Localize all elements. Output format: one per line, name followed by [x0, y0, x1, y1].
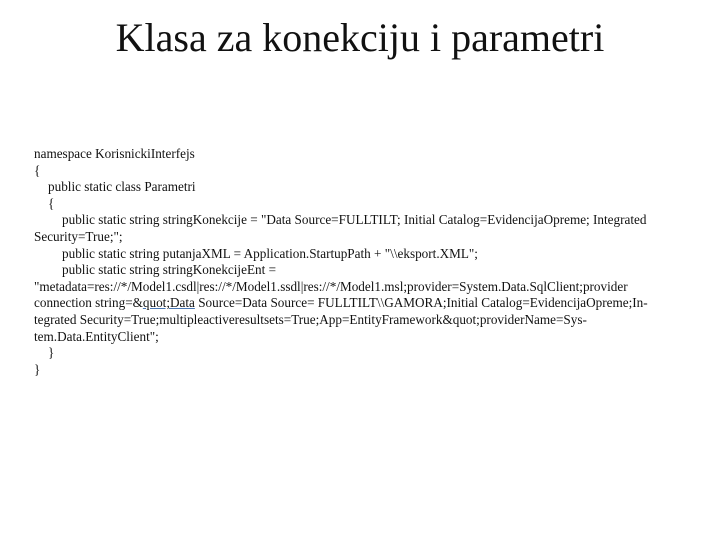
code-line-string-konekcije: public static string stringKonekcije = "Data Source=FULLTILT; Initial Catalog=EvidencijaOpreme; Integrated — [62, 212, 647, 228]
code-text-connection-suffix: Source=Data Source= FULLTILT\\GAMORA;Initial Catalog=EvidencijaOpreme;In- — [194, 295, 648, 311]
code-line-string-konekcije-ent: public static string stringKonekcijeEnt = — [62, 262, 277, 278]
code-line-namespace: namespace KorisnickiInterfejs — [34, 146, 195, 161]
code-line-close-brace: } — [34, 361, 41, 377]
code-line-class-close-brace: } — [48, 345, 55, 361]
code-line-class-open-brace: { — [48, 195, 55, 211]
code-line-putanja-xml: public static string putanjaXML = Application.StartupPath + "\\eksport.XML"; — [62, 245, 478, 261]
code-text-underlined-quot: quot;Data — [142, 295, 195, 311]
code-line-class-declaration: public static class Parametri — [48, 179, 196, 195]
code-block — [34, 146, 694, 378]
code-line-connection-string — [34, 295, 694, 312]
code-line-entity-client: tem.Data.EntityClient"; — [34, 328, 159, 344]
code-line-security-continuation: Security=True;"; — [34, 228, 123, 244]
code-text-connection-prefix: connection string=& — [34, 295, 143, 311]
code-line-metadata: "metadata=res://*/Model1.csdl|res://*/Model1.ssdl|res://*/Model1.msl;provider=System.Data.SqlClient;provider — [34, 278, 628, 294]
slide-title: Klasa za konekciju i parametri — [115, 15, 605, 60]
code-line-integrated-security: tegrated Security=True;multipleactiveresultsets=True;App=EntityFramework&quot;providerName=Sys- — [34, 311, 587, 327]
code-line-open-brace: { — [34, 162, 41, 178]
